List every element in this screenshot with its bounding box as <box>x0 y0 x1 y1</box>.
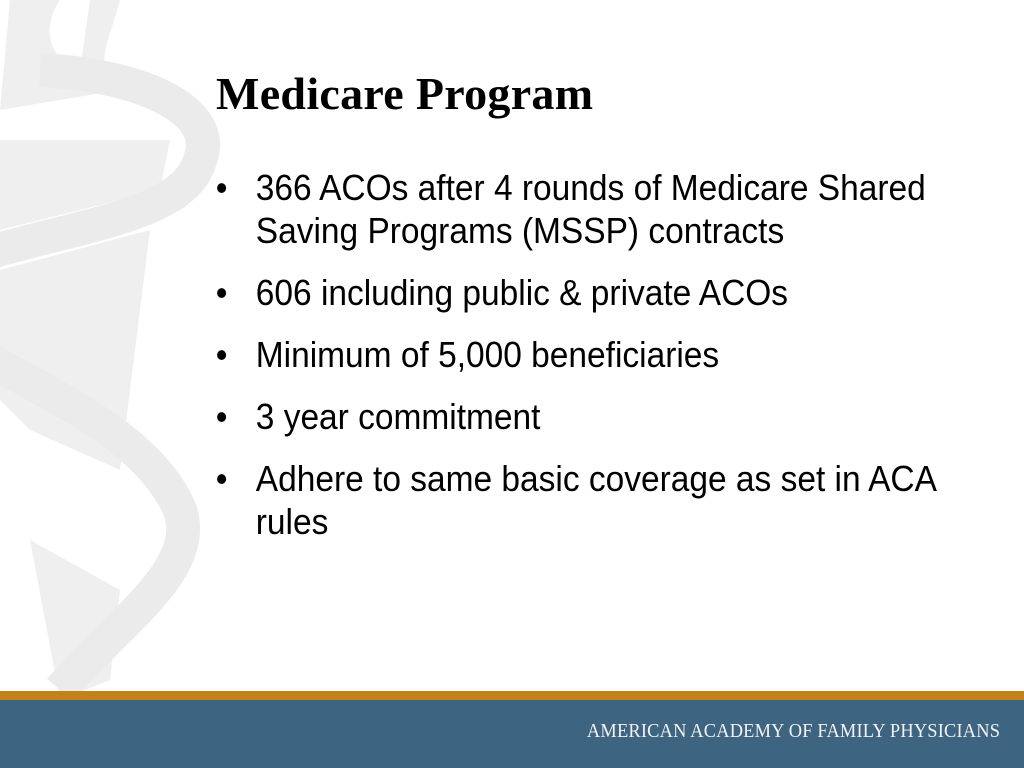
bullet-icon: • <box>215 334 228 375</box>
bullet-text: Minimum of 5,000 beneficiaries <box>255 334 720 375</box>
footer-organization-name: AMERICAN ACADEMY OF FAMILY PHYSICIANS <box>586 720 1000 742</box>
bullet-list <box>213 166 948 562</box>
bullet-item <box>213 333 948 376</box>
bullet-icon: • <box>215 396 228 437</box>
bullet-item <box>213 457 948 543</box>
bullet-icon: • <box>215 167 228 208</box>
bullet-text: 606 including public & private ACOs <box>255 272 789 313</box>
slide-title: Medicare Program <box>216 68 594 119</box>
bullet-item <box>213 271 948 314</box>
footer-accent-stripe <box>0 691 1024 700</box>
bullet-icon: • <box>215 272 228 313</box>
bullet-item <box>213 166 948 252</box>
bullet-text: Adhere to same basic coverage as set in ACA rules <box>255 458 936 542</box>
bullet-text: 3 year commitment <box>255 396 541 437</box>
bullet-text: 366 ACOs after 4 rounds of Medicare Shared Saving Programs (MSSP) contracts <box>255 167 926 251</box>
bullet-icon: • <box>215 458 228 499</box>
bullet-item <box>213 395 948 438</box>
